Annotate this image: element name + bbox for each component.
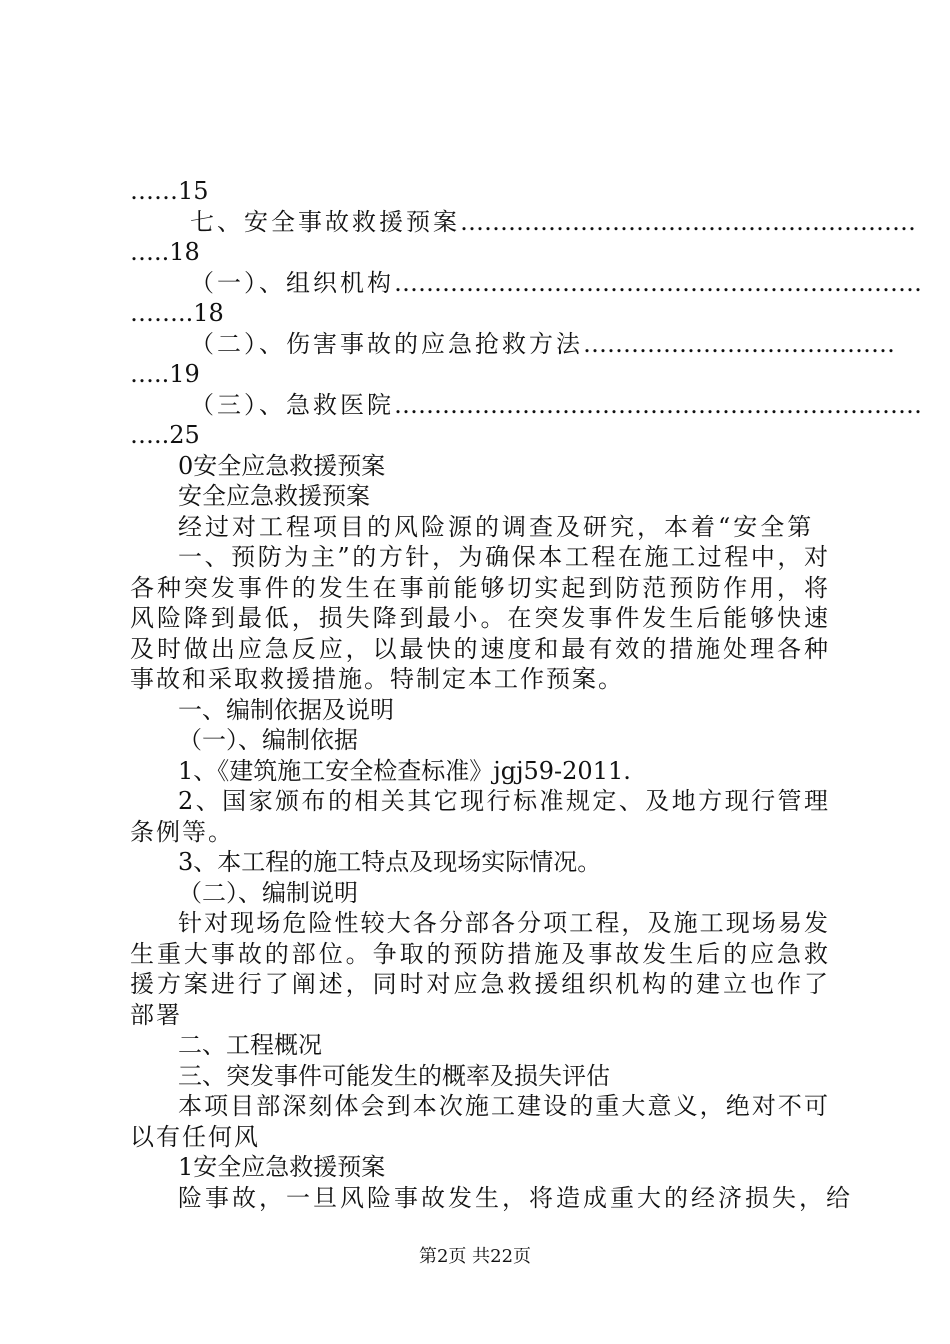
section-heading: 二、工程概况 [178, 1031, 322, 1059]
toc-page-number: …..19 [130, 360, 200, 388]
section-heading: 一、编制依据及说明 [178, 695, 394, 724]
list-item: 3、本工程的施工特点及现场实际情况。 [178, 848, 602, 876]
toc-entry [130, 329, 895, 360]
document-title: 安全应急救援预案 [178, 482, 370, 510]
running-header: 0安全应急救援预案 [178, 451, 386, 480]
toc-page-number: …..18 [130, 238, 200, 266]
paragraph: 本项目部深刻体会到本次施工建设的重大意义，绝对不可以有任何风 [130, 1092, 830, 1151]
toc-continuation: ……15 [130, 177, 209, 205]
toc-leader: ………………………………………………………… [394, 390, 922, 419]
paragraph: 针对现场危险性较大各分部各分项工程，及施工现场易发生重大事故的部位。争取的预防措施及事故发生后的应急救援方案进行了阐述，同时对应急救援组织机构的建立也作了部署 [130, 909, 830, 1029]
toc-leader: ………………………………… [583, 329, 895, 358]
section-heading: 三、突发事件可能发生的概率及损失评估 [178, 1061, 610, 1090]
running-header: 1安全应急救援预案 [178, 1153, 386, 1181]
document-body [130, 176, 922, 1213]
list-item: 2、国家颁布的相关其它现行标准规定、及地方现行管理条例等。 [130, 787, 830, 846]
subsection-heading: （一）、编制依据 [178, 726, 358, 754]
subsection-heading: （二）、编制说明 [178, 878, 358, 907]
toc-entry [130, 390, 922, 421]
toc-leader: ………………………………………………… [460, 207, 916, 236]
list-item: 1、《建筑施工安全检查标准》jgj59-2011. [178, 756, 631, 785]
toc-entry-title: （一）、组织机构 [190, 268, 394, 297]
paragraph: 一、预防为主”的方针，为确保本工程在施工过程中，对各种突发事件的发生在事前能够切实起到防范预防作用，将风险降到最低，损失降到最小。在突发事件发生后能够快速及时做出应急反应，以最快的速度和最有效的措施处理各种事故和采取救援措施。特制定本工作预案。 [130, 543, 830, 693]
page-footer: 第2页 共22页 [418, 1246, 532, 1267]
toc-entry [130, 268, 922, 299]
toc-entry-title: （三）、急救医院 [190, 390, 394, 419]
toc-entry-title: （二）、伤害事故的应急抢救方法 [190, 329, 583, 358]
toc-entry-title: 七、安全事故救援预案 [190, 207, 460, 236]
toc-page-number: …..25 [130, 421, 200, 449]
toc-page-number: ……..18 [130, 299, 224, 327]
toc-leader: ………………………………………………………… [394, 268, 922, 297]
paragraph-line: 险事故，一旦风险事故发生，将造成重大的经济损失，给 [178, 1183, 853, 1212]
toc-entry [130, 207, 916, 238]
paragraph-line: 经过对工程项目的风险源的调查及研究，本着“安全第 [178, 512, 815, 541]
